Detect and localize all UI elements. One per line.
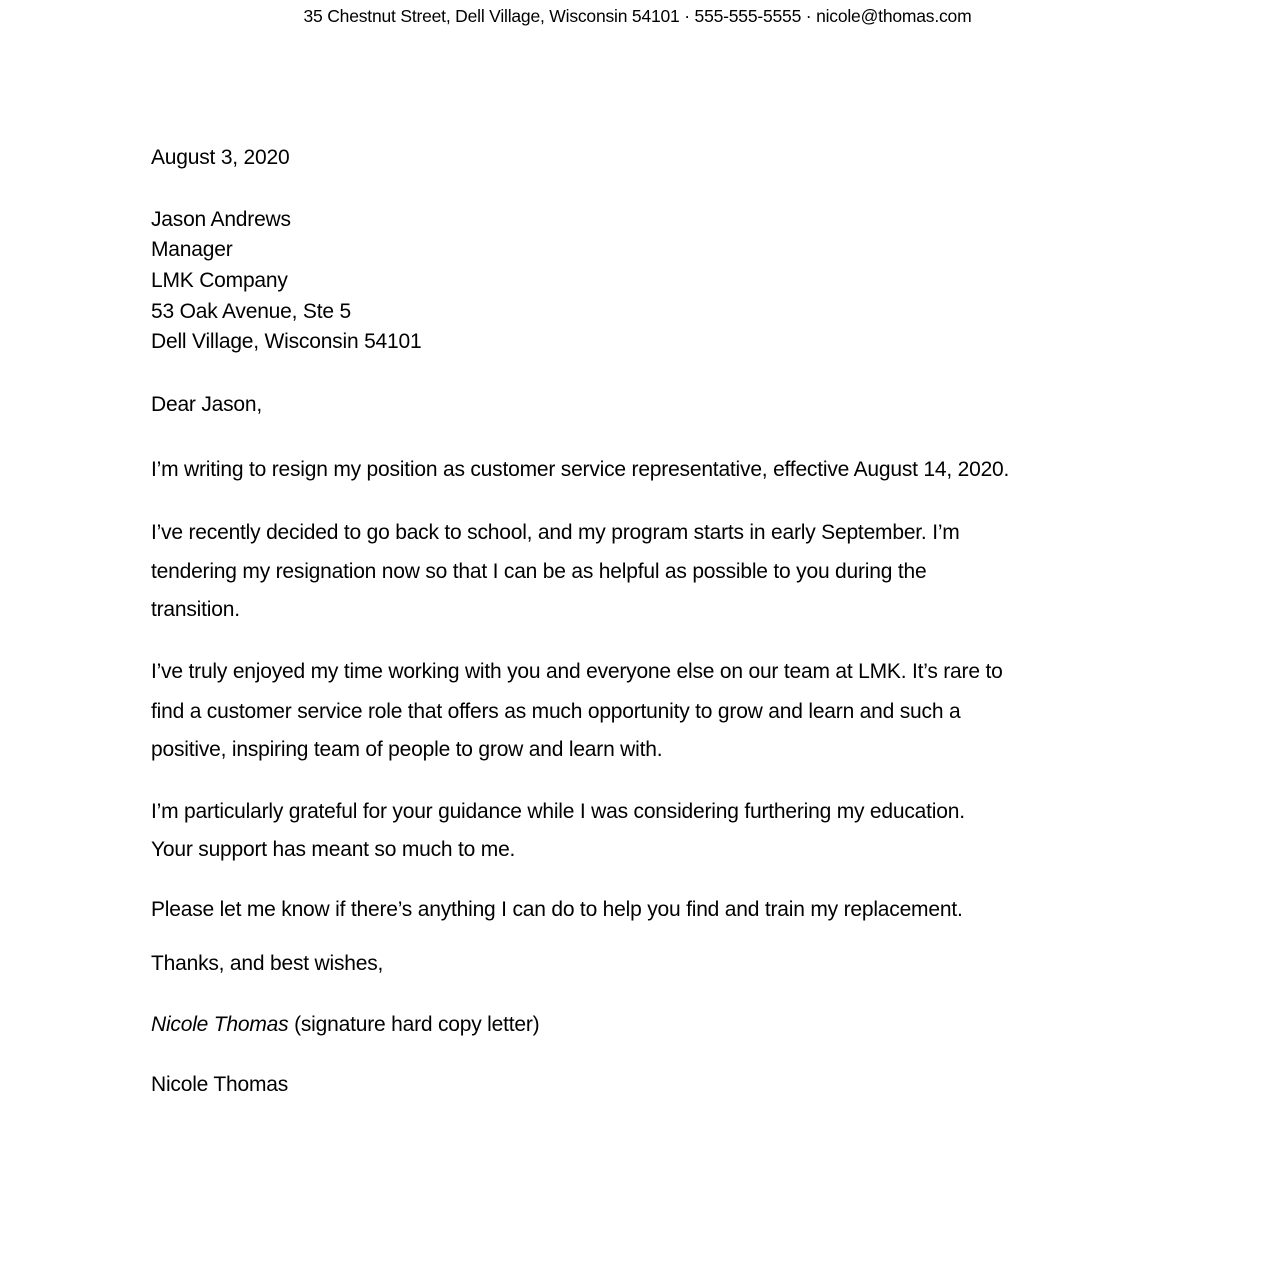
recipient-title: Manager <box>151 238 233 261</box>
paragraph-line: I’ve truly enjoyed my time working with you and everyone else on our team at LMK. It’s rare to <box>151 660 1003 683</box>
paragraph-line: find a customer service role that offers as much opportunity to grow and learn and such a <box>151 700 961 723</box>
signature-name: Nicole Thomas <box>151 1013 289 1036</box>
paragraph-line: Your support has meant so much to me. <box>151 838 516 861</box>
paragraph-line: I’ve recently decided to go back to school, and my program starts in early September. I’m <box>151 521 960 544</box>
salutation: Dear Jason, <box>151 393 263 416</box>
paragraph-line: I’m writing to resign my position as customer service representative, effective August 14, 2020. <box>151 458 1010 481</box>
contact-line: 35 Chestnut Street, Dell Village, Wisconsin 54101 · 555-555-5555 · nicole@thomas.com <box>303 6 972 26</box>
paragraph-line: tendering my resignation now so that I can be as helpful as possible to you during the <box>151 560 927 583</box>
paragraph-line: I’m particularly grateful for your guidance while I was considering furthering my education. <box>151 800 965 823</box>
signature-note: (signature hard copy letter) <box>288 1013 540 1036</box>
sender-contact-header <box>0 6 1275 27</box>
paragraph-line: transition. <box>151 598 240 621</box>
recipient-address-line1: 53 Oak Avenue, Ste 5 <box>151 300 351 323</box>
closing: Thanks, and best wishes, <box>151 952 384 975</box>
recipient-name: Jason Andrews <box>151 208 291 231</box>
paragraph-line: Please let me know if there’s anything I can do to help you find and train my replacement. <box>151 898 963 921</box>
signature-line <box>151 1013 539 1037</box>
paragraph-line: positive, inspiring team of people to grow and learn with. <box>151 738 663 761</box>
letter-date: August 3, 2020 <box>151 146 290 169</box>
typed-name: Nicole Thomas <box>151 1073 289 1096</box>
recipient-address-line2: Dell Village, Wisconsin 54101 <box>151 330 422 353</box>
recipient-company: LMK Company <box>151 269 288 292</box>
